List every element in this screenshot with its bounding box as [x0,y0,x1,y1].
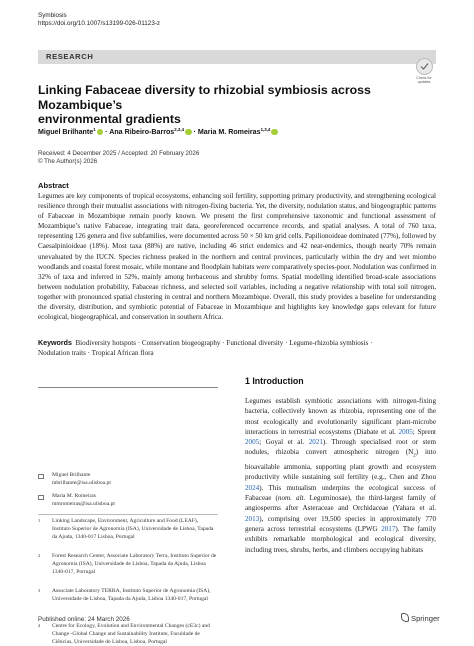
check-updates-icon [416,58,433,75]
keyword: Nodulation traits [38,349,86,358]
keywords-label: Keywords [38,339,72,347]
section-heading: 1 Introduction [245,376,304,386]
affiliation-text: Linking Landscape, Environment, Agriculture and Food (LEAF), Instituto Superior de Agronomia (ISA), Universidade de Lisboa, Tapada da Ajuda, 1340-017 Lisboa, Portugal [52,518,214,540]
affiliation-number: 2 [38,553,41,558]
affiliation-text: Associate Laboratory TERRA, Instituto Superior de Agronomia (ISA), Universidade de Lisboa, Tapada da Ajuda, Lisboa 1340-017, Portugal [52,588,211,602]
orcid-icon[interactable] [185,129,192,136]
published-date: Published online: 24 March 2026 [38,616,130,623]
copyright: © The Author(s) 2026 [38,158,98,166]
check-updates-badge[interactable] [411,58,437,84]
contact [52,471,111,487]
check-updates-label: Check for updates [416,76,432,85]
divider [38,514,218,515]
affiliation [38,587,217,603]
divider [38,387,218,388]
intro-paragraph: Legumes establish symbiotic associations with nitrogen-fixing bacteria, collectively known as rhizobia, representing one of the most ecologically and evolutionarily significant plant-microbe interactions in terrestrial ecosystems (Diabate et al. 2005; Sprent 2005; Goyal et al. 2021). Through specialised root or stem nodules, rhizobia convert atmospheric nitrogen $(N_2)$ into bioavailable ammonia, supporting plant growth and ecosystem productivity while sustaining soil fertility (e.g., Chen and Zhou 2024). This mutualism underpins the ecological success of Fabaceae (nom. alt. Leguminosae), the third-largest family of angiosperms after Asteraceae and Orchidaceae (Yahara et al. 2013), comprising over 19,500 species in approximately 770 genera across terrestrial ecosystems (LPWG 2017). The family exhibits remarkable morphological and ecological diversity, including trees, shrubs, herbs, and climbers occupying habitats [245,397,437,554]
affiliation-number: 4 [38,623,41,628]
orcid-icon[interactable] [271,129,278,136]
author-name[interactable]: Miguel Brilhante [38,128,94,136]
publisher-logo [401,613,440,623]
keyword: Biodiversity hotspots [75,339,136,347]
springer-horse-icon [401,613,409,622]
citation-link[interactable]: 2024 [245,483,260,492]
journal-header [38,12,160,28]
title-line: environmental gradients [38,112,181,126]
contact-email[interactable]: mmromeiras@isa.ulisboa.pt [52,501,115,507]
affiliation-text: Centre for Ecology, Evolution and Environmental Changes (cE3c) and Change -Global Change and Sustainability Institute, Faculdade de Ciências, Universidade de Lisboa, Lisboa, Portugal [52,623,210,645]
abstract-body: Legumes are key components of tropical ecosystems, enhancing soil fertility, supporting primary productivity, and strengthening ecological resilience through their mutualist associations with nitrogen-fixing bacteria. Yet, the diversity, nodulation status, and biogeographic patterns of Fabaceae in Mozambique remain poorly known. We present the first comprehensive taxonomic and functional assessment of Mozambique’s native Fabaceae, integrating trait data, georeferenced occurrence records, and spatial analyses. A total of 760 taxa, representing 126 genera and five subfamilies, were documented across 50 × 50 km grid cells. Papilionoideae dominated (77%), followed by Caesalpinioideae (18%). Most taxa (88%) are native, including 46 strict endemics and 42 near-endemics, though nearly 70% remain unevaluated by the IUCN. Species richness peaked in the northern and central provinces, particularly within the dry and wet miombo woodlands and coastal forest mosaic, while montane and floodplain habitats were comparatively species-poor. Nodulation was confirmed in 32% of taxa and inferred in 52%, mainly among herbaceous and shrubby forms. Spatial modelling identified broad-scale associations between nodulation probability, Fabaceae richness, and selected soil variables, including a negative relationship with total soil nitrogen, together with pronounced spatial clustering in central and northern Mozambique. Overall, this study provides a baseline for understanding the diversity, distribution, and symbiotic potential of Fabaceae in Mozambique and highlights key knowledge gaps relevant for future ecological, biogeographical, and conservation in southern Africa. [38,192,436,322]
affiliation-number: 1 [38,518,41,523]
author-name[interactable]: Maria M. Romeiras [197,128,261,136]
author-affiliation-number: 1,3,4 [260,127,271,132]
author-list: Miguel Brilhante$^1$ · Ana Ribeiro-Barros$^{2,3,4}$ · Maria M. Romeiras$^{1,3,4}$ [38,127,438,136]
contact-name: Miguel Brilhante [52,472,91,478]
keyword: Conservation biogeography [141,339,221,347]
affiliation-text: Forest Research Center, Associate Laboratory Terra, Instituto Superior de Agronomia (ISA), Universidade de Lisboa, Tapada da Ajuda, Lisboa 1340-017, Portugal [52,553,217,575]
affiliation [38,622,217,646]
contact [52,492,115,508]
section-bar [38,50,436,64]
keyword: Functional diversity [226,339,284,347]
journal-name: Symbiosis [38,12,67,19]
section-label: RESEARCH [46,52,94,61]
keywords-block: Keywords Biodiversity hotspots · Conservation biogeography · Functional diversity · Legume-rhizobia symbiosis · Nodulation traits · Tropical African flora [38,339,373,358]
received-accepted: Received: 4 December 2025 / Accepted: 20 February 2026 [38,150,200,157]
citation-link[interactable]: 2005 [245,438,260,447]
article-dates [38,150,199,166]
author-affiliation-number: 2,3,4 [174,127,185,132]
citation-link[interactable]: 2005 [398,427,413,436]
citation-link[interactable]: 2013 [245,514,260,523]
abstract-heading: Abstract [38,181,69,190]
affiliation [38,517,217,541]
keyword: Legume-rhizobia symbiosis [289,339,369,347]
keyword: Tropical African flora [91,349,154,358]
contact-email[interactable]: mbrilhante@isa.ulisboa.pt [52,480,111,486]
email-icon [38,495,44,500]
title-line: Linking Fabaceae diversity to rhizobial symbiosis across Mozambique’s [38,83,371,112]
affiliation-number: 3 [38,588,41,593]
author-name[interactable]: Ana Ribeiro-Barros [109,128,175,136]
orcid-icon[interactable] [97,129,104,136]
email-icon [38,474,44,479]
citation-link[interactable]: 2021 [308,438,323,447]
doi-link[interactable]: https://doi.org/10.1007/s13199-026-01123-z [38,20,161,27]
citation-link[interactable]: 2017 [381,524,396,533]
author-affiliation-number: 1 [93,127,96,132]
affiliation [38,552,217,576]
contact-name: Maria M. Romeiras [52,493,96,499]
publisher-name: Springer [411,614,440,623]
article-title [38,83,418,127]
